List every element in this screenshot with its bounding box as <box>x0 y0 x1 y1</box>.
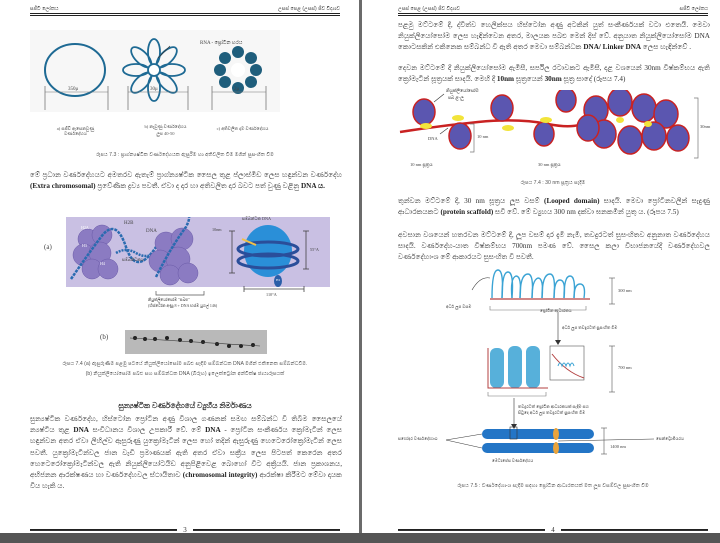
section-paragraph: සුන්‍යෂ්ටික වර්ණදේහ, හිස්ටෝන ප්‍රෝටීන අණු විශාල ගණනක් සමඟ සම්බන්ධ වී තිබීම සෛලයේ න්‍යෂ්ටිය තුළ DNA සංවිධානය විශාල උපකාරී වේ. මේ DNA - ප්‍රෝටීන සංකීර්ණය ක්‍රෝමැටින් ලෙස හඳුන්වන අතර ඒවා ලිහිල්ව ඇසුරුණු යුක්‍රෝමැටින් ලෙස හෝ තදින් ඇසුරුණු හෙටෙරෝක්‍රෝමැටින් ලෙස පවතී. යුක්‍රෝමැටින්වල ජාන වැඩි ප්‍රමාණයක් ඇති අතර ඒවා සක්‍රීය ලෙස පිටපත් කෙරෙන අතර හෙටෙරෝක්‍රෝමැටින්වල ඇති නියුක්ලියෝටයිඩ අනුපිළිවෙළ බොහෝ විට අක්‍රියයි. ජාන ප්‍රකාශනය, අභිජනන ආරක්ෂණය හා වර්ණදේහවල ස්ථායිතාව (chromosomal integrity) ආරක්ෂා කිරීමට මේවා දායක විය හැකි ය. <box>30 415 343 491</box>
panel-b-label: b) නැවුණු වර්ණදේහය <box>144 124 187 129</box>
bead-label: නියුක්ලියෝසෝම "පබළු" <box>148 297 190 302</box>
dim-110A: 110°A <box>266 292 277 297</box>
page-footer <box>398 526 708 533</box>
footer-rule-left <box>30 529 177 532</box>
histone-h1: H1 <box>276 278 281 282</box>
paragraph-level-3: තුන්වන මට්ටමේ දී, 30 nm සූත්‍රය ලූප වසම් (Looped domain) සාදයි. මෙවා ප්‍රෝටීනවලින් සැදුණු ආධාරකයකට (protein scaffold) සවි වේ. මේ ව්‍යුහය 300 nm දක්වා ඝනකමින් යුතු ය. (රූපය 7.5) <box>398 197 711 217</box>
header-right: සජීවී ලෝකය <box>679 6 708 12</box>
step-2b-label: සිටුදෙ අර්ධ ලූප තවදුරටත් සුසංහිත වීම <box>518 410 586 415</box>
bead-sub: (හිස්ටෝන අණු 8 + DNA භස්ම යුගල් 146) <box>148 303 218 308</box>
chromatin-fiber-diagram <box>398 90 711 170</box>
page-number: 3 <box>183 526 187 533</box>
size-10nm: 10nm <box>212 227 222 232</box>
chromosome-packing-diagram <box>30 30 280 120</box>
page-number: 4 <box>551 526 555 533</box>
looped-domain-label: අර්ධ ලූප වසම <box>446 304 472 309</box>
panel-c-label: c) අතිවලිත දාම වර්ණදේහය <box>216 126 269 131</box>
figure-7-3 <box>30 30 280 120</box>
figure-label-a: (a) <box>44 243 52 251</box>
dim-350: 350μ <box>68 87 79 92</box>
sister-chromatids-label: සහෝදර වර්ණදේහාංශ <box>398 436 438 441</box>
figure-7-4a <box>66 217 330 317</box>
paragraph-level-4: අවසාන වශයෙන් හතරවන මට්ටමේ දී, ලූප වසම් දාර දැමී නැමී, තවදුරටත් සුසංහිතව අනුනාත වර්ණදේහය සාදයි. වර්ණදේහ-යාත විෂ්කම්භය 700nm පමණ වේ. සෛල කලා විභාජනයේදී වර්ණදේහවල වර්ණදේහාංශ මේ ආකාරයට සුසංහිත වී පවතී. <box>398 231 710 262</box>
nucleosome-diagram <box>66 217 330 317</box>
paragraph-level-2: දෙවන මට්ටමේ දී නියුක්ලියෝසෝම ඇමිසී, සර්පිල රටාවකට ඇමිසී, දළ වශයෙන් 30nm විෂ්කම්භය ඇති ක්‍රෝමැටින් සූත්‍රයක් සාදයි. මෙහි දී 10nm සූත්‍රයෙන් 30nm සූත්‍ර සාදේ (රූපය 7.4) <box>398 64 710 84</box>
micrograph-image <box>125 330 267 354</box>
figure-30nm-fiber <box>398 88 711 170</box>
dim-700nm: 700 nm <box>618 365 632 370</box>
figure-7-4b-caption: රූපය 7.4 : 30 nm සූත්‍රය සැදීම <box>520 180 586 186</box>
footer-rule-right <box>561 529 708 532</box>
dna-label: DNA <box>146 229 157 234</box>
dim-300nm: 300 nm <box>618 288 632 293</box>
centromere-label: සෙන්ට්‍රොමියරය <box>656 436 685 441</box>
linker-label: සම්බන්ධකය <box>122 257 144 262</box>
page-footer <box>30 526 340 533</box>
page-4 <box>362 0 720 533</box>
footer-rule-right <box>193 529 340 532</box>
step-2a-label: තවදුරටත් ප්‍රෝටීන ආධාරකයක් සැදීම සහ <box>518 404 589 409</box>
metaphase-chromosome-label: මෙටාපේස වර්ණදේහය <box>492 458 534 463</box>
header-left: සජීවී ලෝකය <box>30 6 59 12</box>
step-1-label: අර්ධ ලූප තවදුරටත් සුසංහිත වීම <box>562 325 618 330</box>
header-right: උසස් පෙළ (උසස්) ජීව විද්‍යාව <box>277 6 340 12</box>
nucleosome-sub: පබ ළ-ලු <box>448 95 464 100</box>
header-rule <box>30 13 340 16</box>
fiber-10nm-label: 10 nm සූත්‍රය <box>410 162 433 167</box>
linker-dna-label: සම්බන්ධක DNA <box>242 216 272 221</box>
electron-micrograph <box>125 330 267 354</box>
figure-7-5-caption: රූපය 7.5 : වර්ණදේහාංශ සැදීම සඳහා ප්‍රෝටීන ආධාරකයක් මත ලූප වසම්වල සුසංහිත වීම <box>457 483 649 489</box>
figure-label-b: (b) <box>100 333 109 341</box>
nucleosome-label: නියුක්ලියෝසෝම <box>446 88 479 93</box>
dim-30nm: 30nm <box>700 124 711 129</box>
page-3 <box>0 0 359 533</box>
panel-b-sub: ලූප 40-50 <box>156 131 175 136</box>
figure-7-5 <box>398 268 708 478</box>
dim-55A: 55°A <box>310 247 319 252</box>
dna-label: DNA <box>428 136 438 141</box>
paragraph-level-1: පළමු මට්ටමේ දී, ද්විත්ව හෙලික්සය හිස්ටෝන අණු අටකින් යුත් සංකීර්ණයක් වටා එතෙයි. මෙවා නියුක්ලියෝසෝම ලෙස හැඳින්වෙන අතර, මාලයක පබළු මෙන් දිස් වේ. අනුයාත නියුක්ලියෝසෝම DNA කොටසකින් එකිනෙක සම්බන්ධ වී ඇති අතර මෙවා සම්බන්ධක DNA/ Linker DNA ලෙස හැඳින්වේ . <box>398 21 710 52</box>
histone-h2a: H2A <box>81 225 89 230</box>
section-heading: සුන්‍යෂ්ටික වර්ණදේහයේ ව්‍යුහීය නිර්මාණය <box>118 401 252 410</box>
running-header <box>30 6 340 12</box>
figure-7-4-caption-a: රූපය 7.4 (a) ඇසුරුණිම පළමු පටයේ නියුක්ලියෝසෝම පබළු සෑදීම සම්බන්ධක DNA මගින් එකිනෙක සම්බන්ධවීම. <box>62 361 308 367</box>
header-rule <box>398 13 708 16</box>
header-left: උසස් පෙළ (උසස්) ජීව විද්‍යාව <box>398 6 461 12</box>
histone-h2b: H2B <box>124 221 134 226</box>
histone-h3: H3 <box>82 243 87 248</box>
dim-2: 2μ <box>234 87 240 92</box>
intro-paragraph: මේ ප්‍රධාන වර්ණදේහයට අමතරව ඇතැම් ප්‍රාග්න්‍යෂ්ටික සෛල තුළ ප්ලාස්මිඩ ලෙස හඳුන්වන වර්ණදේහ (Extra chromosomal) ප්‍රවේණික ද්‍රව්‍ය පවතී. ඒවා ද දාර හා අතිවලිත දාර බවට පත් වුණු වළිනු DNA ය. <box>30 171 342 191</box>
rna-protein-core-label: RNA - ප්‍රෝටීන හරය <box>200 41 243 46</box>
chromosome-condensation-diagram <box>398 268 708 478</box>
figure-7-4-caption-b: (b) නියුක්ලියෝසෝම පබළු සහ සම්බන්ධක DNA (බිරුහ) ඉලෙක්ට්‍රෝන අන්වීක්ෂ ඡායාරූපයක් <box>85 371 285 377</box>
dim-10nm: 10 nm <box>477 134 489 139</box>
fiber-30nm-label: 30 nm සූත්‍රය <box>538 162 561 167</box>
figure-7-3-caption: රූපය 7.3 : ප්‍රාග්න්‍යෂ්ටික වර්ණදේහයක ඇසුරීම හා අතිවලිත වීම මගින් සුසංහිත වීම <box>96 152 274 158</box>
dim-1400nm: 1400 nm <box>610 444 626 449</box>
footer-rule-left <box>398 529 545 532</box>
panel-a-label: a) සජීවී ඇසෙනවුණු වර්ණදේහය <box>56 126 95 136</box>
scaffold-label: ප්‍රෝටීන ආධාරකය <box>540 308 572 313</box>
dim-30: 30μ <box>150 87 158 92</box>
viewer-bottom-bar <box>0 533 720 543</box>
running-header <box>398 6 708 12</box>
histone-h4: H4 <box>100 261 105 266</box>
